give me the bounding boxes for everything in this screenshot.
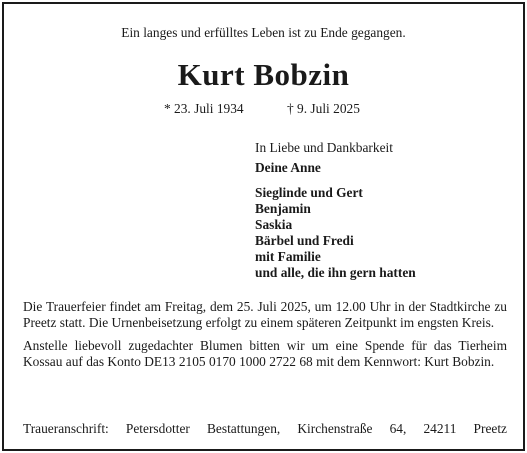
family-list — [255, 185, 416, 281]
obituary-frame — [2, 2, 525, 451]
donation-paragraph: Anstelle liebevoll zugedachter Blumen bitten wir um eine Spende für das Tierheim Kossau auf das Konto DE13 2105 0170 1000 2722 68 mit dem Kennwort: Kurt Bobzin. — [23, 338, 507, 369]
funeral-paragraph: Die Trauerfeier findet am Freitag, dem 25. Juli 2025, um 12.00 Uhr in der Stadtkirche zu Preetz statt. Die Urnenbeisetzung erfolgt zu einem späteren Zeitpunkt im engsten Kreis. — [23, 299, 507, 330]
family-member: und alle, die ihn gern hatten — [255, 265, 416, 280]
family-member: Benjamin — [255, 201, 311, 216]
family-member: Bärbel und Fredi — [255, 233, 354, 248]
notice-paragraphs — [23, 299, 507, 377]
intro-text: Ein langes und erfülltes Leben ist zu Ende gegangen. — [121, 25, 406, 40]
family-member: Sieglinde und Gert — [255, 185, 363, 200]
primary-mourner: Deine Anne — [255, 160, 321, 175]
family-member: mit Familie — [255, 249, 321, 264]
mourning-address: Traueranschrift: Petersdotter Bestattungen, Kirchenstraße 64, 24211 Preetz — [23, 421, 507, 436]
dedication-text: In Liebe und Dankbarkeit — [255, 140, 393, 155]
family-member: Saskia — [255, 217, 293, 232]
deceased-name: Kurt Bobzin — [177, 57, 350, 92]
mourners-block — [255, 140, 416, 281]
death-date: † 9. Juli 2025 — [287, 101, 360, 116]
birth-date: * 23. Juli 1934 — [164, 101, 244, 116]
